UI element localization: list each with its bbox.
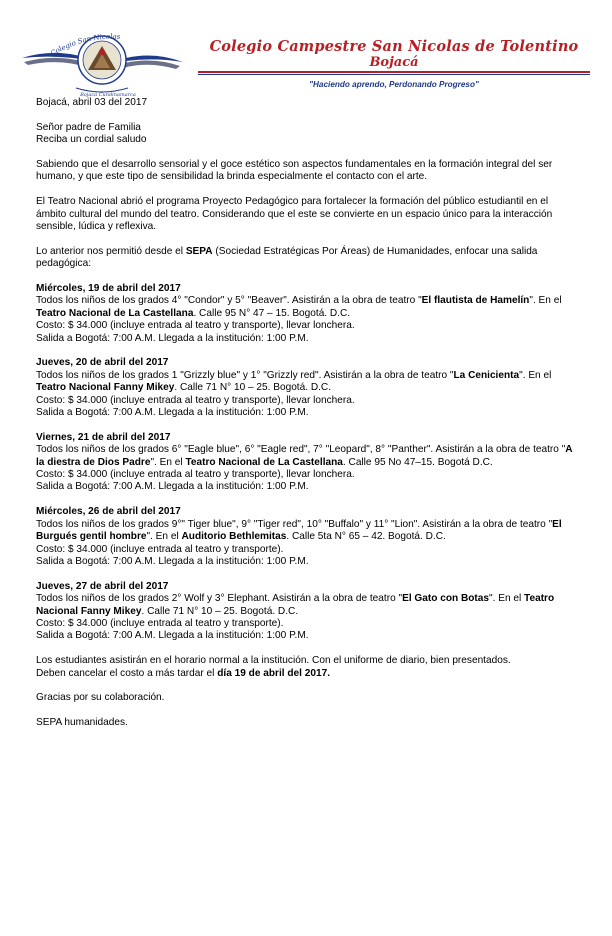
signature: SEPA humanidades. — [36, 717, 128, 729]
school-logo — [20, 18, 185, 100]
event-cost: Costo: $ 34.000 (incluye entrada al teatro y transporte), llevar lonchera. — [36, 394, 355, 406]
event-block — [36, 432, 577, 494]
salutation-line-2: Reciba un cordial saludo — [36, 134, 147, 146]
event-block — [36, 283, 577, 345]
event-title: Viernes, 21 de abril del 2017 — [36, 431, 171, 443]
event-block — [36, 506, 577, 568]
event-block — [36, 357, 577, 419]
event-title: Jueves, 20 de abril del 2017 — [36, 357, 169, 369]
event-block — [36, 581, 577, 643]
paragraph-2: El Teatro Nacional abrió el programa Proyecto Pedagógico para fortalecer la formación del público estudiantil en el ámbito cultural del mundo del teatro. Considerando que el este se convierte en un espacio único para la interacción sensible, lúdica y reflexiva. — [36, 196, 553, 233]
event-times: Salida a Bogotá: 7:00 A.M. Llegada a la institución: 1:00 P.M. — [36, 555, 309, 567]
event-cost: Costo: $ 34.000 (incluye entrada al teatro y transporte), llevar lonchera. — [36, 320, 355, 332]
event-title: Jueves, 27 de abril del 2017 — [36, 580, 169, 592]
event-description: Todos los niños de los grados 9°" Tiger blue", 9° "Tiger red", 10° "Buffalo" y 11° "Lion". Asistirán a la obra de teatro "El Burgués gentil hombre". En el Auditorio Bethlemitas. Calle 5ta N° 65 – 42. Bogotá. D.C. — [36, 518, 562, 543]
header-rule-red — [198, 71, 590, 73]
event-description: Todos los niños de los grados 1 "Grizzly blue" y 1° "Grizzly red". Asistirán a la obra de teatro "La Cenicienta". En el Teatro Nacional Fanny Mikey. Calle 71 N° 10 – 25. Bogotá. D.C. — [36, 369, 552, 394]
event-times: Salida a Bogotá: 7:00 A.M. Llegada a la institución: 1:00 P.M. — [36, 630, 309, 642]
event-description: Todos los niños de los grados 4° "Condor" y 5° "Beaver". Asistirán a la obra de teatro "El flautista de Hamelín". En el Teatro Nacional de La Castellana. Calle 95 N° 47 – 15. Bogotá. D.C. — [36, 295, 562, 319]
event-description: Todos los niños de los grados 2° Wolf y 3° Elephant. Asistirán a la obra de teatro "El Gato con Botas". En el Teatro Nacional Fanny Mikey. Calle 71 N° 10 – 25. Bogotá. D.C. — [36, 593, 555, 617]
thanks-line: Gracias por su colaboración. — [36, 692, 165, 704]
school-name: Colegio Campestre San Nicolas de Tolentino — [209, 38, 579, 55]
logo-arc-text: Colegio San Nicolas — [49, 32, 121, 58]
event-times: Salida a Bogotá: 7:00 A.M. Llegada a la institución: 1:00 P.M. — [36, 481, 309, 493]
salutation-line-1: Señor padre de Familia — [36, 121, 141, 133]
paragraph-1: Sabiendo que el desarrollo sensorial y el goce estético son aspectos fundamentales en la formación integral del ser humano, y que este tipo de sensibilidad la brinda especialmente el contacto con el arte. — [36, 159, 553, 183]
event-times: Salida a Bogotá: 7:00 A.M. Llegada a la institución: 1:00 P.M. — [36, 332, 309, 344]
event-description: Todos los niños de los grados 6° "Eagle blue", 6° "Eagle red", 7° "Leopard", 8° "Panther". Asistirán a la obra de teatro "A la diestra de Dios Padre". En el Teatro Nacional de La Castellana. Calle 95 No 47–15. Bogotá D.C. — [36, 444, 573, 468]
event-times: Salida a Bogotá: 7:00 A.M. Llegada a la institución: 1:00 P.M. — [36, 407, 309, 419]
school-motto: "Haciendo aprendo, Perdonando Progreso" — [309, 80, 479, 89]
school-city: Bojacá — [369, 55, 419, 70]
event-title: Miércoles, 19 de abril del 2017 — [36, 283, 181, 295]
event-title: Miércoles, 26 de abril del 2017 — [36, 506, 181, 518]
closing-line-2: Deben cancelar el costo a más tardar el día 19 de abril del 2017. — [36, 667, 331, 679]
paragraph-3: Lo anterior nos permitió desde el SEPA (Sociedad Estratégicas Por Áreas) de Humanidades, enfocar una salida pedagógica: — [36, 245, 538, 270]
header-rule-blue — [198, 74, 590, 75]
letter-date: Bojacá, abril 03 del 2017 — [36, 97, 148, 108]
logo-bottom-text: Bojacá Cundinamarca — [80, 92, 136, 98]
event-cost: Costo: $ 34.000 (incluye entrada al teatro y transporte). — [36, 543, 284, 555]
closing-line-1: Los estudiantes asistirán en el horario normal a la institución. Con el uniforme de diario, bien presentados. — [36, 655, 511, 667]
event-cost: Costo: $ 34.000 (incluye entrada al teatro y transporte), llevar lonchera. — [36, 469, 355, 481]
event-cost: Costo: $ 34.000 (incluye entrada al teatro y transporte). — [36, 617, 284, 629]
letter-body — [36, 97, 577, 730]
